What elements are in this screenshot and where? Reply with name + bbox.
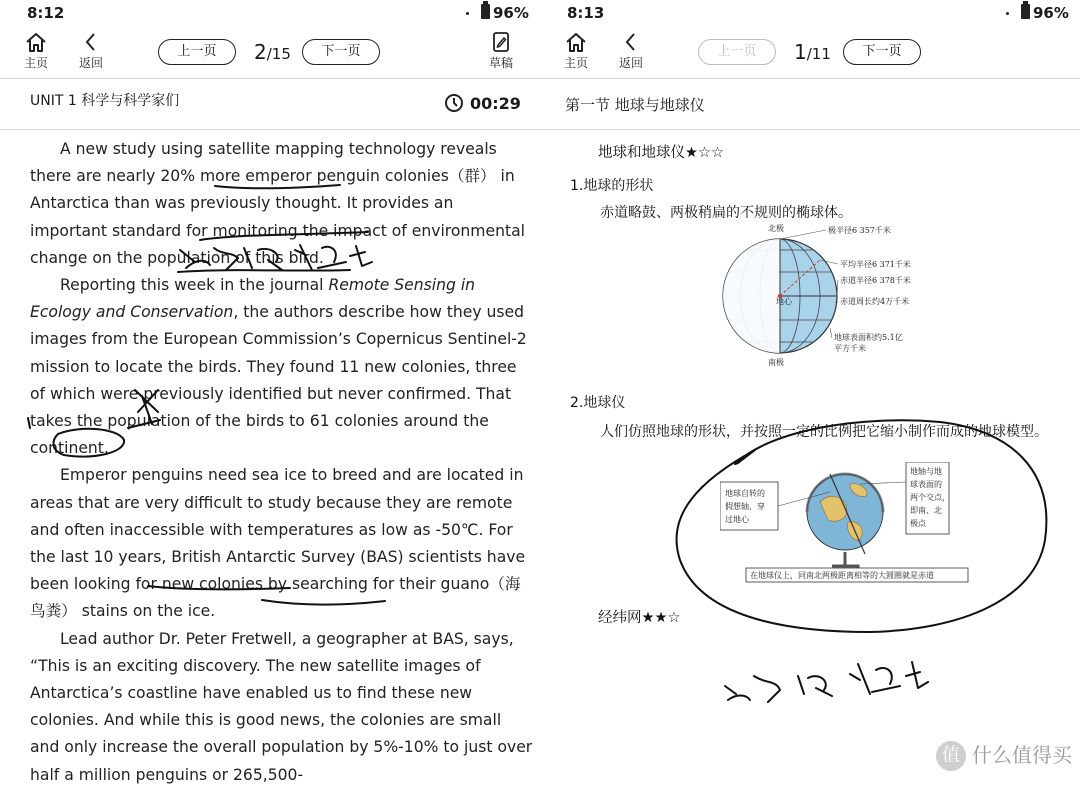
reader-toolbar	[0, 27, 540, 79]
clock: 8:13	[567, 4, 605, 22]
status-bar	[0, 0, 540, 27]
notification-dot-icon	[466, 12, 469, 15]
chevron-left-icon	[79, 31, 103, 53]
battery-icon	[481, 4, 490, 19]
status-bar	[540, 0, 1080, 27]
poles-note-line: 球表面的	[910, 480, 942, 489]
axis-note-line: 地球自转的	[725, 489, 765, 498]
surface-area-label: 地球表面积约5.1亿	[834, 333, 903, 342]
home-button[interactable]	[564, 31, 588, 71]
earth-center-label: 地心	[776, 297, 792, 306]
journal-title: Remote Sensing in Ecology and Conservation	[30, 276, 476, 322]
reading-timer	[444, 93, 521, 113]
axis-note-line: 假想轴，穿	[725, 502, 765, 511]
unit-title: UNIT 1 科学与科学家们	[30, 93, 180, 109]
back-label: 返回	[79, 56, 104, 70]
battery-percent: 96%	[1033, 4, 1069, 22]
prev-page-button[interactable]: 上一页	[158, 39, 236, 65]
right-reader-screen	[540, 0, 1080, 785]
heading-earth-globe: 地球和地球仪★☆☆	[598, 145, 724, 161]
battery-percent: 96%	[493, 4, 529, 22]
poles-note-line: 地轴与地	[910, 467, 942, 476]
watermark	[936, 739, 1072, 772]
article-paragraph: Emperor penguins need sea ice to breed and are located in areas that are very difficult to study because they are remote and often inaccessible with temperatures as low as -50℃. For the last 10 years, British Antarctic Survey (BAS) scientists have been looking for new colonies by searching for their guano（海鸟粪） stains on the ice.	[30, 466, 526, 621]
back-label: 返回	[619, 56, 644, 70]
text-run: Reporting this week in the journal	[60, 276, 329, 295]
draft-label: 草稿	[489, 56, 514, 70]
home-button[interactable]	[24, 31, 48, 71]
globe-definition-text: 人们仿照地球的形状，并按照一定的比例把它缩小制作而成的地球模型。	[600, 424, 1048, 440]
unit-header	[0, 80, 540, 130]
poles-note-line: 极点	[910, 519, 926, 528]
timer-value: 00:29	[470, 94, 521, 113]
clock: 8:12	[27, 4, 65, 22]
surface-area-unit: 平方千米	[834, 344, 866, 353]
page-current: 2	[254, 40, 267, 64]
page-total: /15	[266, 45, 291, 63]
globe-figure	[720, 462, 1070, 587]
article-body	[30, 136, 535, 785]
back-button[interactable]	[79, 31, 103, 71]
home-label: 主页	[24, 56, 49, 70]
back-button[interactable]	[619, 31, 643, 71]
reader-toolbar	[540, 27, 1080, 79]
section-header	[540, 80, 1080, 130]
next-page-button[interactable]: 下一页	[843, 39, 921, 65]
home-icon	[24, 31, 48, 53]
mean-radius-label: 平均半径6 371千米	[840, 260, 911, 269]
article-paragraph: A new study using satellite mapping technology reveals there are nearly 20% more emperor penguin colonies（群） in Antarctica than was previously thought. It provides an important standard for monitoring the impact of environmental change on the population of this bird.	[30, 140, 525, 267]
section-title: 第一节 地球与地球仪	[565, 96, 705, 114]
axis-note-line: 过地心	[725, 515, 749, 524]
cutaway	[723, 239, 780, 353]
page-indicator	[794, 39, 831, 67]
subheading-earth-shape: 1.地球的形状	[570, 178, 654, 194]
page-current: 1	[794, 40, 807, 64]
prev-page-button[interactable]: 上一页	[698, 39, 776, 65]
heading-graticule: 经纬网★★☆	[598, 610, 681, 626]
page-total: /11	[806, 45, 831, 63]
south-pole-label: 南极	[768, 358, 784, 367]
earth-cross-section-figure	[720, 220, 1070, 370]
notification-dot-icon	[1006, 12, 1009, 15]
home-icon	[564, 31, 588, 53]
page-indicator	[254, 39, 291, 67]
home-label: 主页	[564, 56, 589, 70]
equator-circumference-label: 赤道周长约4万千米	[840, 297, 910, 306]
text-run: , the authors describe how they used images from the European Commission’s Copernicus Sentinel-2 mission to locate the birds. They found 11 new colonies, three of which were previously identified but never confirmed. That takes the population of the birds to 61 colonies around the continent.	[30, 303, 527, 458]
poles-note-line: 两个交点，	[910, 493, 950, 502]
article-paragraph: Lead author Dr. Peter Fretwell, a geographer at BAS, says, “This is an exciting discovery. The new satellite images of Antarctica’s coastline have enabled us to find these new colonies. And while this is good news, the colonies are small and only increase the overall population by 5%-10% to just over half a million penguins or 265,500-	[30, 629, 533, 784]
equator-note: 在地球仪上，同南北两极距离相等的大圆圈就是赤道	[750, 571, 934, 580]
subheading-globe: 2.地球仪	[570, 395, 626, 411]
draft-button[interactable]	[489, 31, 513, 71]
polar-radius-label: 极半径6 357千米	[828, 226, 891, 235]
pencil-note-icon	[489, 31, 513, 53]
article-paragraph	[30, 272, 535, 462]
watermark-text: 什么值得买	[972, 742, 1072, 767]
chevron-left-icon	[619, 31, 643, 53]
battery-icon	[1021, 4, 1030, 19]
next-page-button[interactable]: 下一页	[302, 39, 380, 65]
watermark-logo-icon: 值	[936, 741, 966, 771]
clock-icon	[444, 93, 464, 113]
poles-note-line: 即南、北	[910, 506, 942, 515]
equator-radius-label: 赤道半径6 378千米	[840, 276, 911, 285]
earth-shape-text: 赤道略鼓、两极稍扁的不规则的椭球体。	[600, 205, 852, 221]
north-pole-label: 北极	[768, 224, 784, 233]
